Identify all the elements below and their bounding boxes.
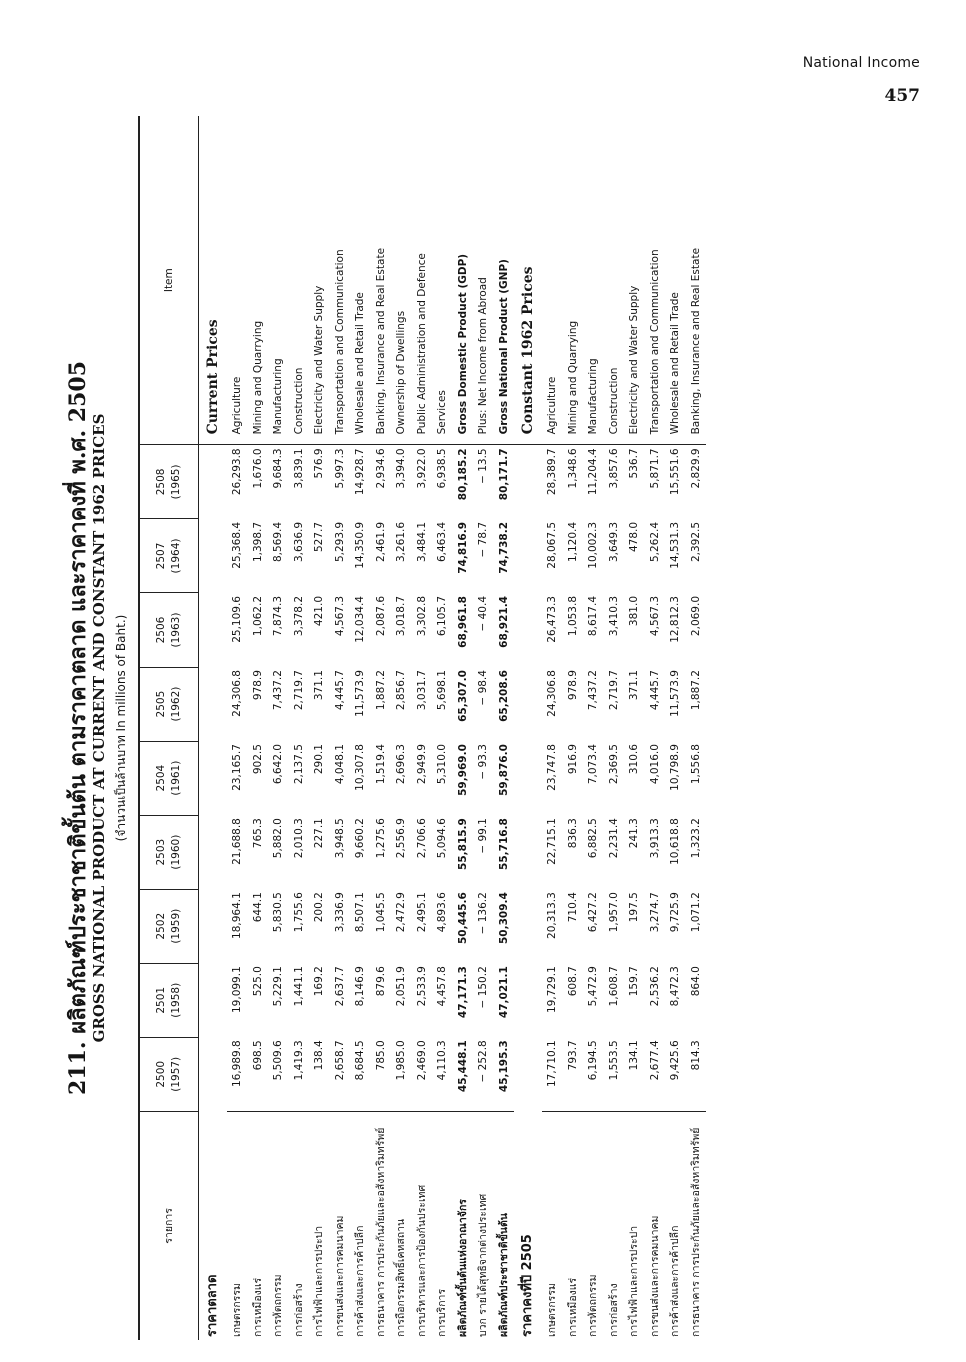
section-header: National Income <box>802 55 920 71</box>
value-cell: 2,677.4 <box>645 1037 666 1111</box>
value-cell: 1,120.4 <box>566 521 579 563</box>
section-heading-gap <box>199 445 228 1111</box>
value-cell: 8,684.5 <box>350 1037 371 1111</box>
value-cell: 2,829.9 <box>689 448 702 489</box>
value-cell: − 78.7 <box>477 521 489 558</box>
value-cell: 527.7 <box>313 521 325 553</box>
row-label-english: Construction <box>604 116 625 445</box>
year-header: 2508 (1965) <box>139 445 199 519</box>
value-cell: 227.1 <box>313 818 325 849</box>
table-row <box>432 116 453 1340</box>
value-cell: 7,073.4 <box>587 744 599 785</box>
value-cell: 698.5 <box>248 1037 269 1111</box>
year-header: 2503 (1960) <box>139 815 199 889</box>
row-label-english: Construction <box>289 116 310 445</box>
value-cell: 785.0 <box>371 1037 392 1111</box>
row-label-english: Electricity and Water Supply <box>624 116 645 445</box>
row-label-thai: การขนส่งและการคมนาคม <box>648 1215 661 1337</box>
value-cell: 1,045.5 <box>374 892 387 933</box>
value-cell: 4,893.6 <box>436 892 448 933</box>
table-row <box>350 116 371 1340</box>
value-cell: 2,495.1 <box>415 892 428 933</box>
value-cell: 10,798.9 <box>669 744 681 791</box>
value-cell: 15,551.6 <box>669 448 681 496</box>
value-cell: 68,921.4 <box>497 596 510 648</box>
value-cell: 80,185.2 <box>456 448 469 501</box>
value-cell: 978.9 <box>251 670 264 701</box>
value-cell: − 13.5 <box>477 448 489 484</box>
value-cell: 2,556.9 <box>395 818 407 859</box>
value-cell: 978.9 <box>566 670 579 701</box>
value-cell: 65,307.0 <box>456 670 469 722</box>
table-body <box>199 116 707 1340</box>
value-cell: 1,062.2 <box>251 596 264 637</box>
value-cell: 1,985.0 <box>391 1037 412 1111</box>
value-cell: 2,087.6 <box>374 596 387 637</box>
row-label-thai: ผลิตภัณฑ์ขั้นต้นแห่งอาณาจักร <box>456 1199 469 1337</box>
value-cell: 1,441.1 <box>292 966 305 1007</box>
value-cell: 2,137.5 <box>292 744 305 785</box>
row-label-english: Transportation and Communication <box>645 116 666 445</box>
value-cell: 19,729.1 <box>546 966 558 1013</box>
value-cell: 6,194.5 <box>583 1037 604 1111</box>
section-heading-english: Current Prices <box>199 116 228 445</box>
value-cell: 1,608.7 <box>607 966 620 1007</box>
value-cell: 45,195.3 <box>494 1037 515 1111</box>
row-label-thai: การไฟฟ้าและการประปา <box>628 1225 640 1337</box>
table-row <box>563 116 584 1340</box>
row-label-thai: การถือกรรมสิทธิ์เคหสถาน <box>395 1218 407 1337</box>
table-row <box>604 116 625 1340</box>
row-label-thai: เกษตรกรรม <box>546 1283 558 1337</box>
value-cell: 793.7 <box>563 1037 584 1111</box>
row-label-english: Wholesale and Retail Trade <box>665 116 686 445</box>
value-cell: 836.3 <box>566 818 579 849</box>
value-cell: 2,533.9 <box>415 966 428 1007</box>
value-cell: 1,419.3 <box>289 1037 310 1111</box>
value-cell: 2,472.9 <box>395 892 407 933</box>
row-label-thai: การบริหารและการป้องกันประเทศ <box>415 1184 428 1337</box>
value-cell: 1,887.2 <box>689 670 702 711</box>
value-cell: 3,484.1 <box>415 521 428 563</box>
value-cell: 6,642.0 <box>272 744 284 785</box>
row-label-english: Gross Domestic Product (GDP) <box>453 116 474 445</box>
row-label-thai: ผลิตภัณฑ์ประชาชาติขั้นต้น <box>497 1213 510 1337</box>
table-title-english: GROSS NATIONAL PRODUCT AT CURRENT AND CONSTANT 1962 PRICES <box>90 413 108 1043</box>
value-cell: − 98.4 <box>477 670 489 706</box>
value-cell: 2,719.7 <box>292 670 305 711</box>
table-title-thai: 211. ผลิตภัณฑ์ประชาชาติขั้นต้น ตามราคาตลาด และราคาคงที่ พ.ศ. 2505 <box>65 360 91 1096</box>
row-label-english: Plus: Net Income from Abroad <box>473 116 494 445</box>
value-cell: 138.4 <box>309 1037 330 1111</box>
value-cell: 2,706.6 <box>415 818 428 859</box>
value-cell: − 252.8 <box>473 1037 494 1111</box>
value-cell: 2,010.3 <box>292 818 305 859</box>
value-cell: − 93.3 <box>477 744 489 780</box>
row-label-english: Electricity and Water Supply <box>309 116 330 445</box>
value-cell: 1,323.2 <box>689 818 702 859</box>
value-cell: 2,934.6 <box>374 448 387 489</box>
value-cell: 5,509.6 <box>268 1037 289 1111</box>
value-cell: 4,048.1 <box>333 744 346 785</box>
value-cell: 371.1 <box>628 670 640 701</box>
value-cell: 200.2 <box>313 892 325 923</box>
value-cell: 11,573.9 <box>354 670 366 717</box>
row-label-thai: การธนาคาร การประกันภัยและอสังหาริมทรัพย์ <box>374 1127 387 1337</box>
value-cell: 4,457.8 <box>436 966 448 1007</box>
value-cell: 21,688.8 <box>231 818 243 865</box>
value-cell: 22,715.1 <box>546 818 558 865</box>
value-cell: 8,569.4 <box>272 521 284 563</box>
value-cell: 14,928.7 <box>354 448 366 496</box>
table-row <box>665 116 686 1340</box>
value-cell: 3,394.0 <box>395 448 407 489</box>
value-cell: 10,618.8 <box>669 818 681 865</box>
row-label-english: Transportation and Communication <box>330 116 351 445</box>
table-row <box>330 116 351 1340</box>
value-cell: − 150.2 <box>477 966 489 1009</box>
value-cell: 1,676.0 <box>251 448 264 489</box>
table-row <box>227 116 248 1340</box>
row-label-thai: การบริการ <box>436 1288 448 1337</box>
value-cell: 3,261.6 <box>395 521 407 563</box>
value-cell: 3,857.6 <box>607 448 620 489</box>
row-label-english: Public Administration and Defence <box>412 116 433 445</box>
row-label-thai: การค้าส่งและการค้าปลีก <box>669 1225 681 1337</box>
row-label-english: Services <box>432 116 453 445</box>
value-cell: 10,307.8 <box>354 744 366 791</box>
value-cell: 18,964.1 <box>231 892 243 939</box>
value-cell: 2,469.0 <box>412 1037 433 1111</box>
value-cell: 8,472.3 <box>669 966 681 1007</box>
value-cell: 814.3 <box>686 1037 707 1111</box>
value-cell: 55,815.9 <box>456 818 469 870</box>
value-cell: 3,839.1 <box>292 448 305 489</box>
row-label-thai: การขนส่งและการคมนาคม <box>333 1215 346 1337</box>
year-header: 2500 (1957) <box>139 1037 199 1111</box>
value-cell: 7,437.2 <box>587 670 599 711</box>
value-cell: 4,110.3 <box>432 1037 453 1111</box>
value-cell: 2,719.7 <box>607 670 620 711</box>
value-cell: 47,021.1 <box>497 966 510 1019</box>
row-label-english: Agriculture <box>542 116 563 445</box>
value-cell: 134.1 <box>624 1037 645 1111</box>
section-heading-thai: ราคาคงที่ปี 2505 <box>520 1234 535 1337</box>
table-row <box>309 116 330 1340</box>
value-cell: 17,710.1 <box>542 1037 563 1111</box>
value-cell: 68,961.8 <box>456 596 469 648</box>
value-cell: 608.7 <box>566 966 579 997</box>
value-cell: 80,171.7 <box>497 448 510 501</box>
value-cell: 24,306.8 <box>231 670 243 717</box>
value-cell: 3,649.3 <box>607 521 620 563</box>
value-cell: 4,445.7 <box>648 670 661 711</box>
value-cell: 6,463.4 <box>436 521 448 563</box>
value-cell: 59,876.0 <box>497 744 510 796</box>
value-cell: 2,461.9 <box>374 521 387 563</box>
value-cell: 28,067.5 <box>546 521 558 569</box>
year-header: 2502 (1959) <box>139 889 199 963</box>
value-cell: − 136.2 <box>477 892 489 935</box>
value-cell: 16,989.8 <box>227 1037 248 1111</box>
value-cell: 2,369.5 <box>607 744 620 785</box>
value-cell: 5,094.6 <box>436 818 448 859</box>
value-cell: 6,427.2 <box>587 892 599 933</box>
value-cell: 26,293.8 <box>231 448 243 496</box>
table-row <box>371 116 392 1340</box>
value-cell: 371.1 <box>313 670 325 701</box>
value-cell: 12,034.4 <box>354 596 366 643</box>
value-cell: 2,051.9 <box>395 966 407 1007</box>
value-cell: 20,313.3 <box>546 892 558 939</box>
row-label-thai: บวก รายได้สุทธิจากต่างประเทศ <box>477 1193 489 1337</box>
value-cell: 1,398.7 <box>251 521 264 563</box>
table-row <box>412 116 433 1340</box>
row-label-english: Banking, Insurance and Real Estate <box>686 116 707 445</box>
value-cell: 169.2 <box>313 966 325 997</box>
value-cell: 1,053.8 <box>566 596 579 637</box>
row-label-thai: การเหมืองแร่ <box>251 1277 264 1337</box>
value-cell: 4,567.3 <box>333 596 346 637</box>
value-cell: 902.5 <box>251 744 264 775</box>
value-cell: 14,350.9 <box>354 521 366 569</box>
value-cell: 23,747.8 <box>546 744 558 791</box>
section-heading-english: Constant 1962 Prices <box>514 116 542 445</box>
value-cell: 241.3 <box>628 818 640 849</box>
english-item-header: Item <box>139 116 199 445</box>
value-cell: 879.6 <box>374 966 387 997</box>
value-cell: 310.6 <box>628 744 640 775</box>
value-cell: 65,208.6 <box>497 670 510 722</box>
row-label-english: Wholesale and Retail Trade <box>350 116 371 445</box>
value-cell: 197.5 <box>628 892 640 923</box>
table-row <box>542 116 563 1340</box>
value-cell: 3,410.3 <box>607 596 620 637</box>
value-cell: 525.0 <box>251 966 264 997</box>
row-label-thai: การธนาคาร การประกันภัยและอสังหาริมทรัพย์ <box>689 1127 702 1337</box>
value-cell: 9,725.9 <box>669 892 681 933</box>
value-cell: 381.0 <box>628 596 640 627</box>
row-label-thai: การหัตถกรรม <box>587 1274 599 1337</box>
value-cell: 1,755.6 <box>292 892 305 933</box>
row-label-thai: การก่อสร้าง <box>607 1283 620 1337</box>
row-label-thai: เกษตรกรรม <box>231 1283 243 1337</box>
section-heading-row <box>199 116 228 1340</box>
value-cell: 5,871.7 <box>648 448 661 489</box>
year-header: 2506 (1963) <box>139 593 199 667</box>
value-cell: 55,716.8 <box>497 818 510 870</box>
value-cell: 3,018.7 <box>395 596 407 637</box>
value-cell: 6,938.5 <box>436 448 448 489</box>
value-cell: 644.1 <box>251 892 264 923</box>
section-heading-gap <box>514 445 542 1111</box>
value-cell: 1,957.0 <box>607 892 620 933</box>
row-label-thai: การก่อสร้าง <box>292 1283 305 1337</box>
value-cell: 3,636.9 <box>292 521 305 563</box>
value-cell: 10,002.3 <box>587 521 599 569</box>
value-cell: 50,445.6 <box>456 892 469 945</box>
value-cell: 864.0 <box>689 966 702 997</box>
value-cell: 5,293.9 <box>333 521 346 563</box>
year-header: 2504 (1961) <box>139 741 199 815</box>
value-cell: 6,882.5 <box>587 818 599 859</box>
page-number: 457 <box>884 86 920 106</box>
value-cell: 7,874.3 <box>272 596 284 637</box>
row-label-thai: การไฟฟ้าและการประปา <box>313 1225 325 1337</box>
value-cell: 3,274.7 <box>648 892 661 933</box>
value-cell: 2,392.5 <box>689 521 702 563</box>
value-cell: 2,536.2 <box>648 966 661 1007</box>
value-cell: 4,016.0 <box>648 744 661 785</box>
value-cell: 5,262.4 <box>648 521 661 563</box>
value-cell: 4,445.7 <box>333 670 346 711</box>
row-label-english: Banking, Insurance and Real Estate <box>371 116 392 445</box>
value-cell: 2,856.7 <box>395 670 407 711</box>
row-label-thai: การค้าส่งและการค้าปลีก <box>354 1225 366 1337</box>
value-cell: 25,368.4 <box>231 521 243 569</box>
table-row <box>686 116 707 1340</box>
value-cell: 9,425.6 <box>665 1037 686 1111</box>
row-label-thai: การเหมืองแร่ <box>566 1277 579 1337</box>
value-cell: 5,830.5 <box>272 892 284 933</box>
value-cell: 5,310.0 <box>436 744 448 785</box>
thai-item-header: รายการ <box>139 1111 199 1340</box>
value-cell: 1,887.2 <box>374 670 387 711</box>
row-label-english: Mining and Quarrying <box>248 116 269 445</box>
value-cell: 1,553.5 <box>604 1037 625 1111</box>
value-cell: 50,309.4 <box>497 892 510 945</box>
value-cell: 478.0 <box>628 521 640 553</box>
value-cell: 24,306.8 <box>546 670 558 717</box>
value-cell: 1,556.8 <box>689 744 702 785</box>
value-cell: 5,997.3 <box>333 448 346 489</box>
value-cell: 2,658.7 <box>330 1037 351 1111</box>
value-cell: 3,378.2 <box>292 596 305 637</box>
value-cell: 8,507.1 <box>354 892 366 933</box>
year-header: 2501 (1958) <box>139 963 199 1037</box>
section-heading-row <box>514 116 542 1340</box>
value-cell: 3,913.3 <box>648 818 661 859</box>
value-cell: 74,738.2 <box>497 521 510 574</box>
value-cell: − 40.4 <box>477 596 489 632</box>
value-cell: 47,171.3 <box>456 966 469 1019</box>
table-row <box>268 116 289 1340</box>
table-row <box>289 116 310 1340</box>
value-cell: 2,231.4 <box>607 818 620 859</box>
value-cell: 765.3 <box>251 818 264 849</box>
table-row <box>453 116 474 1340</box>
value-cell: 8,617.4 <box>587 596 599 637</box>
value-cell: 2,069.0 <box>689 596 702 637</box>
value-cell: 5,229.1 <box>272 966 284 1007</box>
value-cell: 25,109.6 <box>231 596 243 643</box>
table-row <box>645 116 666 1340</box>
value-cell: 12,812.3 <box>669 596 681 643</box>
rotated-table-page <box>60 116 926 1340</box>
value-cell: 11,204.4 <box>587 448 599 496</box>
row-label-thai: การหัตถกรรม <box>272 1274 284 1337</box>
value-cell: 916.9 <box>566 744 579 775</box>
value-cell: 26,473.3 <box>546 596 558 643</box>
value-cell: 2,637.7 <box>333 966 346 1007</box>
value-cell: 5,882.0 <box>272 818 284 859</box>
row-label-english: Manufacturing <box>268 116 289 445</box>
value-cell: 1,348.6 <box>566 448 579 489</box>
value-cell: 4,567.3 <box>648 596 661 637</box>
value-cell: 1,275.6 <box>374 818 387 859</box>
value-cell: 7,437.2 <box>272 670 284 711</box>
table-row <box>391 116 412 1340</box>
value-cell: 1,071.2 <box>689 892 702 933</box>
section-heading-thai: ราคาตลาด <box>205 1274 220 1337</box>
year-header: 2507 (1964) <box>139 519 199 593</box>
value-cell: 3,922.0 <box>415 448 428 489</box>
row-label-english: Manufacturing <box>583 116 604 445</box>
value-cell: 9,660.2 <box>354 818 366 859</box>
value-cell: 159.7 <box>628 966 640 997</box>
table-row <box>583 116 604 1340</box>
value-cell: 14,531.3 <box>669 521 681 569</box>
value-cell: 45,448.1 <box>453 1037 474 1111</box>
unit-note: (จำนวนเป็นล้านบาท In millions of Baht.) <box>114 614 128 842</box>
table-row <box>624 116 645 1340</box>
table-row <box>248 116 269 1340</box>
value-cell: 290.1 <box>313 744 325 775</box>
value-cell: 2,949.9 <box>415 744 428 785</box>
table-header-row <box>139 116 199 1340</box>
value-cell: 3,336.9 <box>333 892 346 933</box>
value-cell: 6,105.7 <box>436 596 448 637</box>
value-cell: 59,969.0 <box>456 744 469 796</box>
table-row <box>473 116 494 1340</box>
value-cell: 576.9 <box>313 448 325 479</box>
row-label-english: Mining and Quarrying <box>563 116 584 445</box>
value-cell: 11,573.9 <box>669 670 681 717</box>
value-cell: − 99.1 <box>477 818 489 854</box>
value-cell: 3,948.5 <box>333 818 346 859</box>
value-cell: 536.7 <box>628 448 640 479</box>
value-cell: 3,031.7 <box>415 670 428 711</box>
value-cell: 9,684.3 <box>272 448 284 489</box>
value-cell: 74,816.9 <box>456 521 469 574</box>
value-cell: 1,519.4 <box>374 744 387 785</box>
value-cell: 5,698.1 <box>436 670 448 711</box>
gnp-table <box>138 116 706 1340</box>
value-cell: 421.0 <box>313 596 325 627</box>
value-cell: 5,472.9 <box>587 966 599 1007</box>
value-cell: 3,302.8 <box>415 596 428 637</box>
row-label-english: Ownership of Dwellings <box>391 116 412 445</box>
row-label-english: Gross National Product (GNP) <box>494 116 515 445</box>
value-cell: 710.4 <box>566 892 579 923</box>
value-cell: 28,389.7 <box>546 448 558 496</box>
value-cell: 19,099.1 <box>231 966 243 1013</box>
value-cell: 2,696.3 <box>395 744 407 785</box>
table-row <box>494 116 515 1340</box>
value-cell: 8,146.9 <box>354 966 366 1007</box>
row-label-english: Agriculture <box>227 116 248 445</box>
year-header: 2505 (1962) <box>139 667 199 741</box>
value-cell: 23,165.7 <box>231 744 243 791</box>
